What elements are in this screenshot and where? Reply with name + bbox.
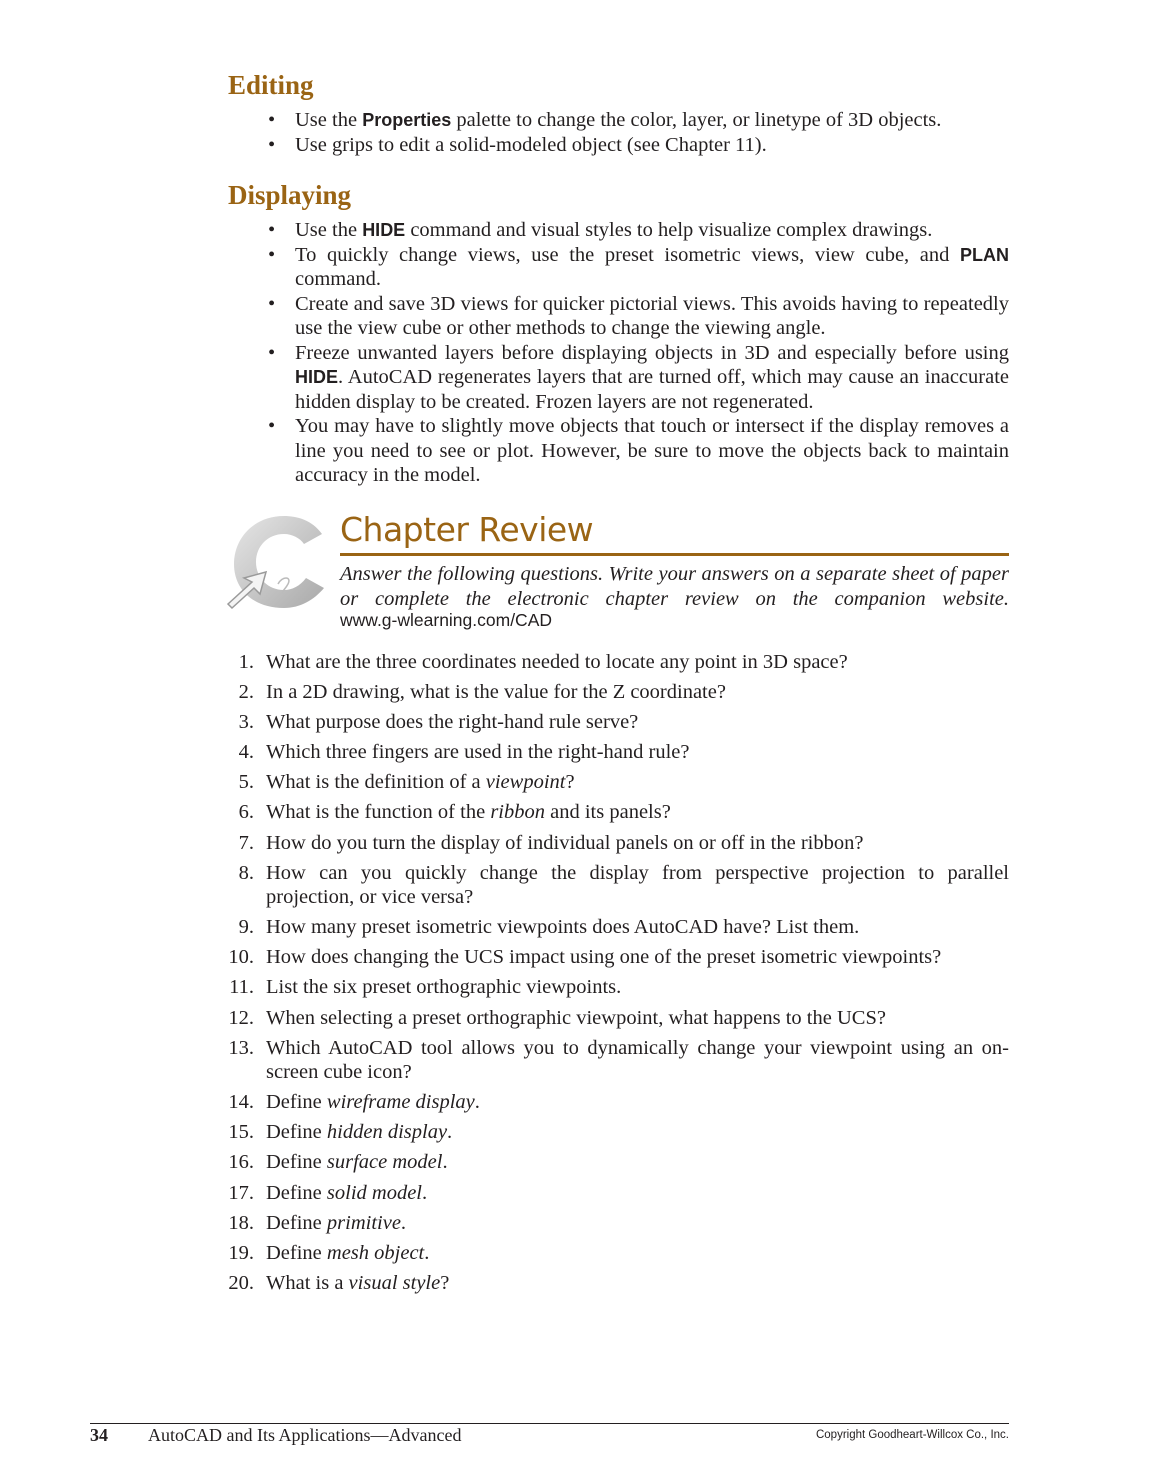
command-name: PLAN bbox=[960, 244, 1009, 265]
question-number: 11. bbox=[229, 976, 254, 999]
text-segment: and its panels? bbox=[545, 801, 671, 824]
question-number: 9. bbox=[238, 916, 254, 939]
text-segment: You may have to slightly move objects that touch or intersect if the display removes a line you need to see or plot. However, be sure to move the objects back to maintain accuracy in the model. bbox=[295, 415, 1009, 486]
question-number: 18. bbox=[228, 1211, 254, 1234]
editing-list bbox=[268, 108, 1009, 157]
question-number: 13. bbox=[228, 1036, 254, 1059]
text-segment: Freeze unwanted layers before displaying objects in 3D and especially before using bbox=[295, 341, 1009, 364]
question-item bbox=[226, 1181, 1009, 1206]
question-number: 10. bbox=[228, 946, 254, 969]
text-segment: . bbox=[447, 1121, 453, 1144]
text-segment: Define bbox=[266, 1151, 327, 1174]
text-segment: . bbox=[422, 1181, 428, 1204]
term: visual style bbox=[348, 1271, 441, 1294]
section-heading-displaying: Displaying bbox=[228, 180, 352, 210]
copyright-notice: Copyright Goodheart-Willcox Co., Inc. bbox=[815, 1429, 1009, 1441]
text-segment: What purpose does the right-hand rule serve? bbox=[266, 711, 639, 734]
text-segment: Define bbox=[266, 1211, 327, 1234]
text-segment: What is a bbox=[266, 1271, 349, 1294]
text-segment: . bbox=[442, 1151, 448, 1174]
question-number: 17. bbox=[228, 1181, 254, 1204]
text-segment: Create and save 3D views for quicker pictorial views. This avoids having to repeatedly use the view cube or other methods to change the viewing angle. bbox=[295, 292, 1009, 339]
page-number: 34 bbox=[90, 1425, 108, 1445]
text-segment: Use grips to edit a solid-modeled object (see Chapter 11). bbox=[295, 133, 767, 156]
term: solid model bbox=[326, 1181, 422, 1204]
question-item bbox=[226, 1006, 1009, 1031]
term: surface model bbox=[326, 1151, 443, 1174]
bullet-item bbox=[268, 341, 1009, 415]
text-segment: How do you turn the display of individual panels on or off in the ribbon? bbox=[266, 831, 864, 854]
question-item bbox=[226, 1036, 1009, 1085]
text-segment: Use the bbox=[295, 219, 363, 241]
question-item bbox=[226, 861, 1009, 910]
text-segment: Which AutoCAD tool allows you to dynamically change your viewpoint using an on-screen cube icon? bbox=[266, 1036, 1009, 1084]
text-segment: How can you quickly change the display from perspective projection to parallel projection, or vice versa? bbox=[266, 861, 1009, 909]
text-segment: ? bbox=[440, 1271, 450, 1294]
text-segment: ? bbox=[565, 771, 575, 794]
question-item bbox=[226, 770, 1009, 795]
question-item bbox=[226, 975, 1009, 1000]
text-segment: Define bbox=[266, 1121, 327, 1144]
question-item bbox=[226, 650, 1009, 675]
question-number: 4. bbox=[238, 741, 254, 764]
bullet-item bbox=[268, 292, 1009, 341]
footer-rule bbox=[90, 1423, 1009, 1424]
companion-website-link[interactable]: www.g-wlearning.com/CAD bbox=[340, 610, 553, 630]
question-number: 2. bbox=[238, 681, 254, 704]
text-segment: What is the function of the bbox=[266, 801, 491, 824]
question-item bbox=[226, 710, 1009, 735]
text-segment: . AutoCAD regenerates layers that are turned off, which may cause an inaccurate hidden display to be created. Frozen layers are not regenerated. bbox=[295, 366, 1009, 413]
term: primitive bbox=[326, 1211, 401, 1234]
text-segment: . bbox=[400, 1211, 407, 1234]
term: wireframe display bbox=[326, 1091, 475, 1114]
bullet-item bbox=[268, 414, 1009, 488]
text-segment: . bbox=[474, 1091, 480, 1114]
chapter-review-rule bbox=[340, 553, 1009, 556]
chapter-review-logo-icon bbox=[222, 512, 332, 612]
text-segment: When selecting a preset orthographic viewpoint, what happens to the UCS? bbox=[266, 1006, 886, 1029]
question-number: 19. bbox=[228, 1241, 254, 1264]
text-segment: command. bbox=[295, 268, 381, 290]
text-segment: Define bbox=[266, 1091, 327, 1114]
command-name: Properties bbox=[362, 110, 452, 130]
question-number: 16. bbox=[228, 1151, 254, 1174]
question-item bbox=[226, 680, 1009, 705]
text-segment: command and visual styles to help visualize complex drawings. bbox=[405, 219, 933, 241]
question-number: 15. bbox=[228, 1121, 254, 1144]
command-name: HIDE bbox=[295, 367, 339, 387]
question-number: 8. bbox=[238, 861, 254, 884]
book-title: AutoCAD and Its Applications—Advanced bbox=[148, 1425, 462, 1445]
term: mesh object bbox=[326, 1241, 425, 1264]
text-segment: In a 2D drawing, what is the value for the Z coordinate? bbox=[266, 681, 726, 704]
question-item bbox=[226, 831, 1009, 856]
question-number: 3. bbox=[238, 711, 254, 734]
text-segment: How many preset isometric viewpoints does AutoCAD have? List them. bbox=[266, 916, 860, 939]
text-segment: List the six preset orthographic viewpoints. bbox=[266, 976, 622, 999]
term: ribbon bbox=[490, 801, 545, 824]
chapter-review-title: Chapter Review bbox=[340, 510, 594, 549]
bullet-item bbox=[268, 133, 1009, 158]
question-item bbox=[226, 945, 1009, 970]
question-number: 5. bbox=[238, 771, 254, 794]
question-number: 12. bbox=[228, 1006, 254, 1029]
text-segment: What is the definition of a bbox=[266, 771, 486, 794]
section-heading-editing: Editing bbox=[228, 70, 314, 100]
text-segment: palette to change the color, layer, or linetype of 3D objects. bbox=[451, 109, 942, 131]
question-number: 1. bbox=[238, 651, 254, 673]
question-list bbox=[226, 650, 1009, 1301]
chapter-review-intro: Answer the following questions. Write your answers on a separate sheet of paper or complete the electronic chapter review on the companion website. bbox=[340, 563, 1009, 610]
question-number: 20. bbox=[228, 1271, 254, 1294]
text-segment: What are the three coordinates needed to locate any point in 3D space? bbox=[266, 651, 848, 673]
text-segment: Use the bbox=[295, 109, 363, 131]
bullet-item bbox=[268, 108, 1009, 133]
question-number: 7. bbox=[238, 831, 254, 854]
question-item bbox=[226, 800, 1009, 825]
text-segment: Which three fingers are used in the right-hand rule? bbox=[266, 741, 690, 764]
question-item bbox=[226, 1271, 1009, 1296]
question-number: 6. bbox=[238, 801, 254, 824]
bullet-item bbox=[268, 218, 1009, 243]
question-item bbox=[226, 1120, 1009, 1145]
displaying-list bbox=[268, 218, 1009, 488]
bullet-item bbox=[268, 243, 1009, 292]
question-item bbox=[226, 1211, 1009, 1236]
question-item bbox=[226, 1241, 1009, 1266]
term: hidden display bbox=[326, 1121, 448, 1144]
term: viewpoint bbox=[485, 771, 566, 794]
question-item bbox=[226, 1150, 1009, 1175]
question-item bbox=[226, 915, 1009, 940]
text-segment: Define bbox=[266, 1241, 327, 1264]
text-segment: To quickly change views, use the preset isometric views, view cube, and bbox=[295, 243, 960, 266]
text-segment: . bbox=[424, 1241, 430, 1264]
text-segment: How does changing the UCS impact using one of the preset isometric viewpoints? bbox=[266, 946, 942, 969]
command-name: HIDE bbox=[362, 220, 406, 240]
question-item bbox=[226, 1090, 1009, 1115]
question-item bbox=[226, 740, 1009, 765]
question-number: 14. bbox=[228, 1091, 254, 1114]
text-segment: Define bbox=[266, 1181, 327, 1204]
